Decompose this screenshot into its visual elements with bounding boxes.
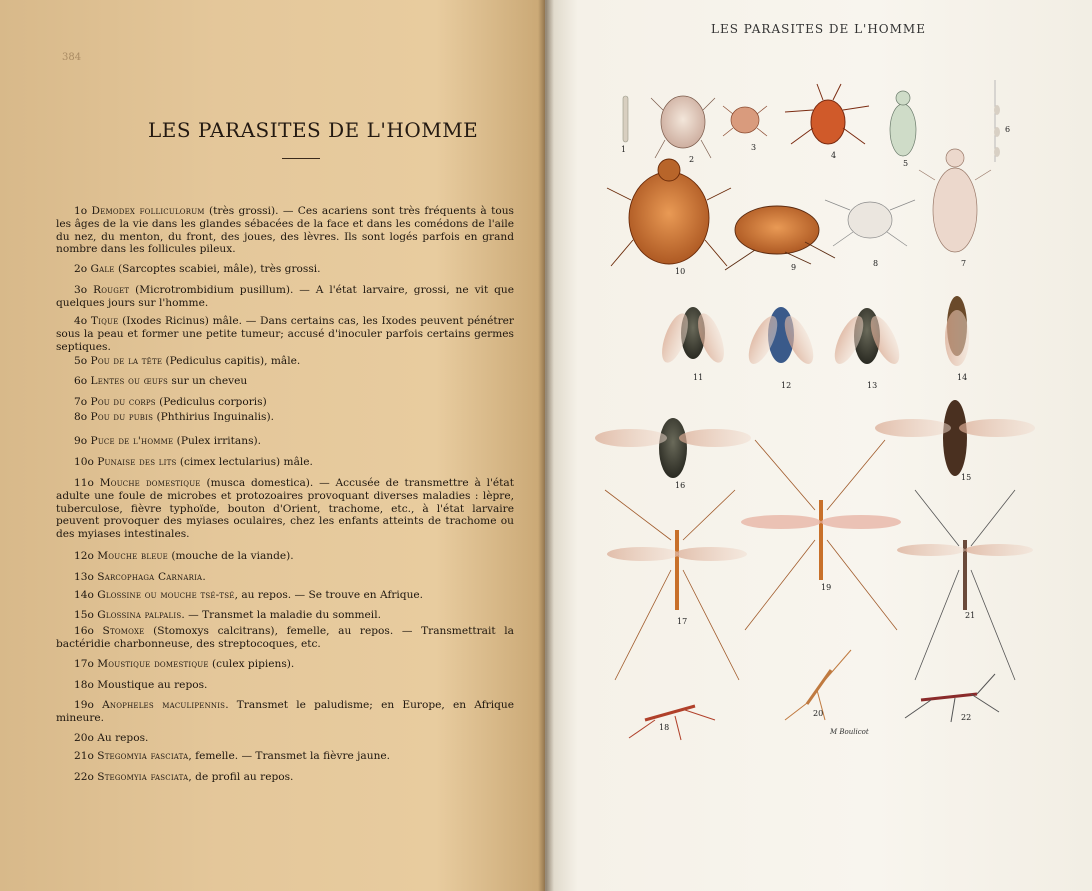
entry-5	[56, 355, 514, 368]
entry-name: Mouche bleue	[97, 550, 168, 562]
figure-10-punaise	[607, 159, 731, 266]
figure-label-5: 5	[903, 159, 909, 168]
figure-label-3: 3	[751, 143, 757, 152]
figure-6-lentes	[994, 80, 1000, 162]
entry-1	[56, 205, 514, 256]
illustration-plate	[585, 70, 1055, 750]
entry-text: (cimex lectularius) mâle.	[176, 456, 313, 468]
entry-number: 8o	[74, 411, 88, 423]
entry-number: 7o	[74, 396, 88, 408]
entry-number: 3o	[74, 284, 88, 296]
entry-number: 11o	[74, 477, 94, 489]
figure-label-22: 22	[961, 713, 972, 722]
figure-label-4: 4	[831, 151, 837, 160]
entry-15	[56, 609, 514, 622]
figure-19-anopheles	[741, 440, 901, 630]
entry-text: sur un cheveu	[168, 375, 248, 387]
figure-3-rouget	[723, 106, 767, 136]
figure-14-glossine-repos	[945, 296, 969, 366]
entry-12	[56, 550, 514, 563]
figure-label-16: 16	[675, 481, 686, 490]
figure-17-culex	[605, 490, 747, 680]
figure-12-mouche-bleue	[743, 307, 819, 368]
entry-text: Moustique au repos.	[97, 679, 208, 691]
entry-name: Puce de l'homme	[90, 435, 174, 447]
entry-name: Glossine ou mouche tsé-tsé	[97, 589, 235, 601]
figure-2-sarcoptes	[651, 96, 715, 158]
entry-text: (Ixodes Ricinus) mâle. — Dans certains cas, les Ixodes peuvent pénétrer sous la peau et former une petite tumeur; accusé d'inoculer parfois certains germes septiques.	[56, 315, 514, 353]
entry-text: , au repos. — Se trouve en Afrique.	[234, 589, 424, 601]
entry-name: Tique	[90, 315, 119, 327]
figure-label-2: 2	[689, 155, 695, 164]
entry-9	[56, 435, 514, 448]
artist-signature: M Boulicot	[830, 728, 869, 736]
entry-number: 17o	[74, 658, 94, 670]
entry-number: 22o	[74, 771, 94, 783]
figure-11-mouche-domestique	[657, 307, 730, 366]
entry-name: Stomoxe	[102, 625, 145, 637]
figure-label-6: 6	[1005, 125, 1011, 134]
entry-10	[56, 456, 514, 469]
figure-9-puce	[725, 206, 835, 270]
entry-number: 1o	[74, 205, 88, 217]
entry-text: , femelle. — Transmet la fièvre jaune.	[188, 750, 391, 762]
figure-22-stegomyia-profil	[905, 674, 999, 722]
entry-11	[56, 477, 514, 541]
entry-text: .	[202, 571, 206, 583]
entry-14	[56, 589, 514, 602]
entry-text: (très grossi). — Ces acariens sont très fréquents à tous les âges de la vie dans les glandes sébacées de la face et dans les comédons de l'aile du nez, du menton, du front, des joues, des lèvres. Ils sont logés parfois en grand nombre dans les follicules pileux.	[56, 205, 514, 256]
entry-text: Au repos.	[97, 732, 149, 744]
entry-number: 13o	[74, 571, 94, 583]
figure-label-19: 19	[821, 583, 832, 592]
figure-label-18: 18	[659, 723, 670, 732]
entry-name: Mouche domestique	[99, 477, 201, 489]
entry-4	[56, 315, 514, 353]
figure-label-11: 11	[693, 373, 704, 382]
entry-number: 5o	[74, 355, 88, 367]
entry-number: 19o	[74, 699, 94, 711]
figure-label-10: 10	[675, 267, 686, 276]
figure-label-13: 13	[867, 381, 878, 390]
entry-text: (musca domestica). — Accusée de transmettre à l'état adulte une foule de microbes et protozoaires provoquant diverses maladies : lèpre, tuberculose, fièvre typhoïde, bouton d'Orient, trachome, etc., à l'état larvaire peuvent provoquer des myiases oculaires, chez les enfants atteints de trachome ou des myiases intestinales.	[56, 477, 515, 541]
entry-text: . — Transmet la maladie du sommeil.	[181, 609, 381, 621]
entry-text: (mouche de la viande).	[167, 550, 294, 562]
entry-text: (Stomoxys calcitrans), femelle, au repos. — Transmettrait la bactéridie charbonneuse, des streptocoques, etc.	[56, 625, 514, 650]
entry-2	[56, 263, 514, 276]
entry-21	[56, 750, 514, 763]
right-page	[545, 0, 1092, 891]
entry-name: Lentes ou œufs	[90, 375, 169, 387]
entry-name: Moustique domestique	[97, 658, 209, 670]
figure-label-1: 1	[621, 145, 627, 154]
title-rule	[282, 158, 320, 159]
entry-number: 20o	[74, 732, 94, 744]
entry-17	[56, 658, 514, 671]
figure-18-moustique-repos	[629, 706, 715, 740]
entry-number: 10o	[74, 456, 94, 468]
entry-19	[56, 699, 514, 725]
entry-name: Gale	[90, 263, 115, 275]
figure-5-pou-tete	[890, 91, 916, 156]
figure-7-pou-corps	[919, 149, 991, 252]
figure-label-14: 14	[957, 373, 968, 382]
running-header: LES PARASITES DE L'HOMME	[711, 22, 926, 36]
entry-text: (Pediculus capitis), mâle.	[162, 355, 301, 367]
entry-name: Punaise des lits	[97, 456, 177, 468]
entry-name: Stegomyia fasciata	[97, 750, 189, 762]
entry-number: 18o	[74, 679, 94, 691]
page-title: LES PARASITES DE L'HOMME	[148, 118, 479, 142]
entry-name: Pou du corps	[90, 396, 156, 408]
entry-number: 2o	[74, 263, 88, 275]
entry-number: 15o	[74, 609, 94, 621]
entry-name: Stegomyia fasciata	[97, 771, 189, 783]
entry-name: Pou de la tête	[90, 355, 163, 367]
figure-label-21: 21	[965, 611, 976, 620]
figure-label-12: 12	[781, 381, 792, 390]
figure-21-stegomyia	[897, 490, 1033, 680]
figure-label-8: 8	[873, 259, 879, 268]
entry-3	[56, 284, 514, 310]
entry-number: 4o	[74, 315, 88, 327]
entry-7	[56, 396, 514, 409]
entry-name: Pou du pubis	[90, 411, 154, 423]
entry-text: (Pulex irritans).	[173, 435, 262, 447]
entry-22	[56, 771, 514, 784]
figure-1-demodex	[623, 96, 628, 142]
entry-text: (Sarcoptes scabiei, mâle), très grossi.	[114, 263, 321, 275]
figure-13-sarcophaga	[829, 308, 905, 368]
entry-13	[56, 571, 514, 584]
entry-number: 16o	[74, 625, 94, 637]
entry-number: 14o	[74, 589, 94, 601]
entry-20	[56, 732, 514, 745]
entry-number: 9o	[74, 435, 88, 447]
entry-text: (culex pipiens).	[208, 658, 295, 670]
entry-text: (Microtrombidium pusillum). — A l'état larvaire, grossi, ne vit que quelques jours sur l'homme.	[56, 284, 514, 309]
entry-16	[56, 625, 514, 651]
figure-label-17: 17	[677, 617, 688, 626]
entry-text: , de profil au repos.	[188, 771, 294, 783]
entry-8	[56, 411, 514, 424]
entry-name: Anopheles maculipennis	[102, 699, 226, 711]
book-gutter	[538, 0, 554, 891]
entry-text: (Phthirius Inguinalis).	[153, 411, 274, 423]
left-page	[0, 0, 545, 891]
figure-8-pou-pubis	[825, 200, 915, 246]
figure-label-9: 9	[791, 263, 797, 272]
entry-name: Glossina palpalis	[97, 609, 182, 621]
figure-4-tique	[785, 84, 869, 144]
entry-number: 6o	[74, 375, 88, 387]
entry-number: 21o	[74, 750, 94, 762]
figure-label-20: 20	[813, 709, 824, 718]
figure-16-stomoxe	[595, 418, 751, 478]
entry-name: Rouget	[93, 284, 130, 296]
entry-text: . Transmet le paludisme; en Europe, en Afrique mineure.	[56, 699, 514, 724]
figure-label-7: 7	[961, 259, 967, 268]
entry-text: (Pediculus corporis)	[155, 396, 267, 408]
entry-number: 12o	[74, 550, 94, 562]
figure-15-glossina-palpalis	[875, 400, 1035, 476]
figure-label-15: 15	[961, 473, 972, 482]
page-number: 384	[62, 52, 82, 63]
entry-name: Sarcophaga Carnaria	[97, 571, 203, 583]
entry-18	[56, 679, 514, 692]
entry-name: Demodex folliculorum	[91, 205, 205, 217]
insect-plate-svg	[585, 70, 1055, 750]
entry-6	[56, 375, 514, 388]
